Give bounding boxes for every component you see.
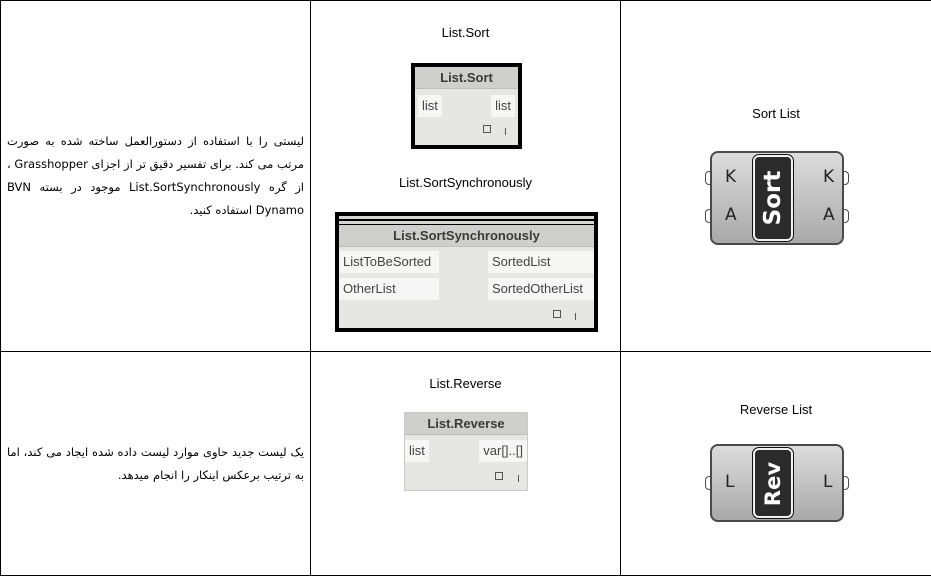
output-label-a: A	[823, 205, 835, 225]
input-port[interactable]: list	[405, 440, 429, 462]
input-label-l: L	[725, 472, 734, 492]
list-sort-node	[411, 63, 522, 149]
list-reverse-node	[404, 412, 528, 491]
lacing-icon	[575, 313, 576, 320]
lacing-icon	[505, 128, 506, 135]
preview-toggle-icon[interactable]	[483, 125, 491, 133]
output-port-sortedotherlist[interactable]: SortedOtherList	[488, 278, 594, 300]
node-title: List.SortSynchronously	[339, 225, 594, 247]
sort-description: لیستی را با استفاده از دستورالعمل ساخته شده به صورت مرتب می کند. برای تفسیر دقیق تر از اجزای Grasshopper ، از گره List.SortSynchronously موجود در بسته BVN Dynamo استفاده کنید.	[1, 130, 310, 222]
caption-list-reverse: List.Reverse	[311, 376, 620, 391]
description-cell	[1, 1, 311, 352]
output-label-k: K	[823, 167, 834, 187]
gh-reverse-list-node	[705, 442, 849, 524]
preview-toggle-icon[interactable]	[495, 472, 503, 480]
input-port[interactable]: list	[418, 95, 442, 117]
table-row	[1, 352, 931, 576]
table-row	[1, 1, 931, 352]
output-port-sortedlist[interactable]: SortedList	[488, 251, 594, 273]
output-port[interactable]: var[]..[]	[479, 440, 527, 462]
component-name: Rev	[753, 448, 793, 518]
grasshopper-cell	[621, 352, 931, 576]
lacing-icon	[518, 475, 519, 482]
gh-sort-list-node	[705, 149, 849, 247]
list-sortsync-node	[335, 212, 598, 332]
caption-reverse-list: Reverse List	[621, 402, 931, 417]
description-cell	[1, 352, 311, 576]
input-label-k: K	[725, 167, 736, 187]
caption-list-sortsynchronously: List.SortSynchronously	[311, 175, 620, 190]
input-port-otherlist[interactable]: OtherList	[339, 278, 439, 300]
output-label-l: L	[823, 472, 832, 492]
output-port[interactable]: list	[491, 95, 515, 117]
input-port-listtobesorted[interactable]: ListToBeSorted	[339, 251, 439, 273]
node-title: List.Sort	[415, 67, 518, 89]
dynamo-cell	[311, 1, 621, 352]
input-label-a: A	[725, 205, 737, 225]
reverse-description: یک لیست جدید حاوی موارد لیست داده شده ایجاد می کند، اما به ترتیب برعکس اینکار را انجام میدهد.	[1, 441, 310, 487]
caption-list-sort: List.Sort	[311, 25, 620, 40]
component-name: Sort	[753, 155, 793, 241]
grasshopper-cell	[621, 1, 931, 352]
preview-toggle-icon[interactable]	[553, 310, 561, 318]
dynamo-cell	[311, 352, 621, 576]
node-title: List.Reverse	[405, 413, 527, 435]
caption-sort-list: Sort List	[621, 106, 931, 121]
